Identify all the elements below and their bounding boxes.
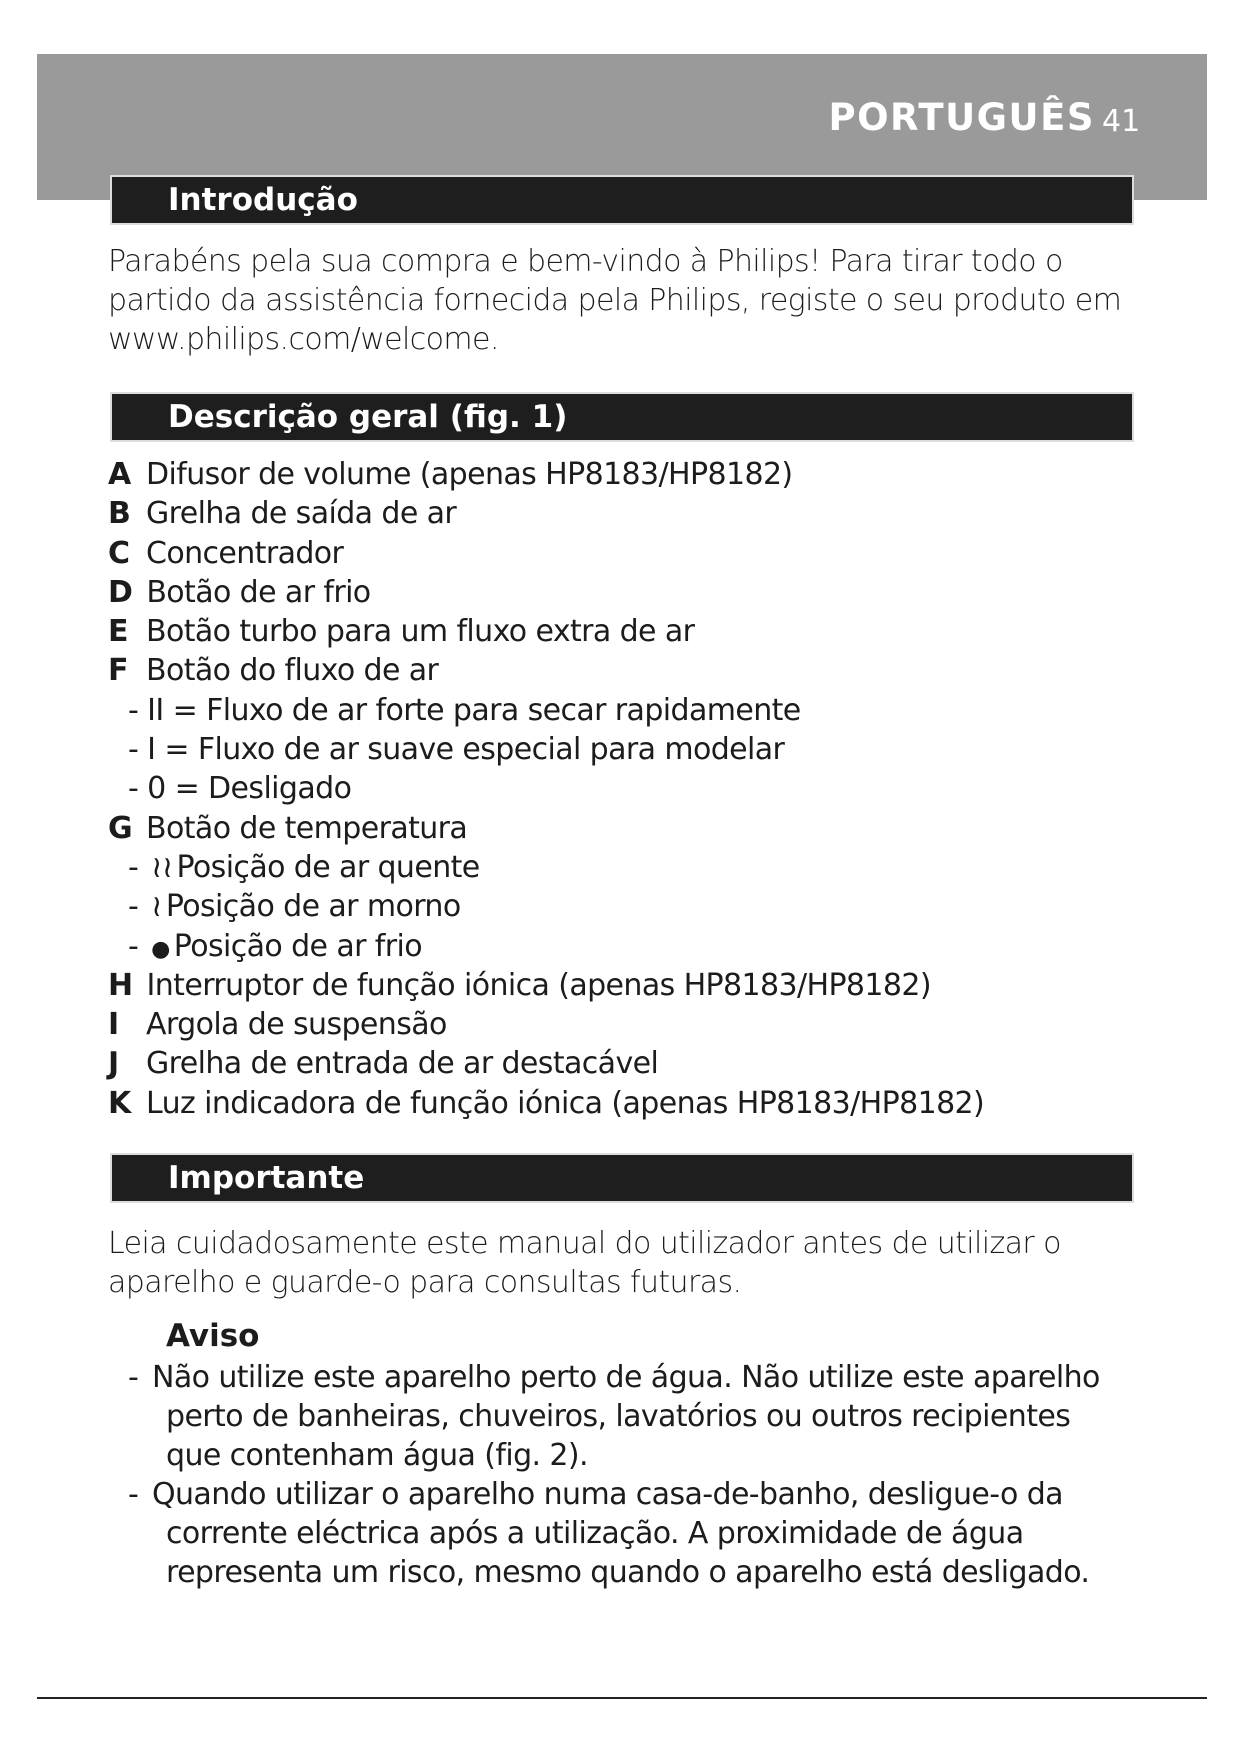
hot-air-icon: ≀≀ bbox=[151, 849, 173, 885]
item-letter: E bbox=[108, 614, 128, 650]
list-subitem: - ≀≀ Posição de ar quente bbox=[108, 848, 1138, 887]
item-letter: I bbox=[108, 1007, 119, 1043]
footer-divider bbox=[37, 1697, 1207, 1699]
list-item bbox=[108, 809, 1138, 848]
item-text: Difusor de volume (apenas HP8183/HP8182) bbox=[146, 457, 793, 492]
list-item bbox=[108, 1084, 1138, 1123]
item-letter: C bbox=[108, 535, 130, 571]
subitem-text: Posição de ar morno bbox=[165, 889, 461, 925]
item-letter: A bbox=[108, 457, 131, 492]
list-subitem: - 0 = Desligado bbox=[128, 771, 352, 807]
item-letter: B bbox=[108, 496, 131, 532]
page-number: 41 bbox=[1102, 104, 1141, 139]
list-item bbox=[108, 651, 1138, 690]
subitem-text: Posição de ar quente bbox=[176, 849, 480, 885]
list-subitem: - ● Posição de ar frio bbox=[108, 927, 1138, 966]
warning-item: - Quando utilizar o aparelho numa casa-de-banho, desligue-o da corrente eléctrica após a utilização. A proximidade de água representa um risco, mesmo quando o aparelho está desligado. bbox=[128, 1477, 1090, 1590]
item-text: Botão do fluxo de ar bbox=[146, 653, 439, 689]
item-text: Botão turbo para um fluxo extra de ar bbox=[146, 614, 695, 650]
warning-text: Não utilize este aparelho perto de água. Não utilize este aparelho perto de banheiras, chuveiros, lavatórios ou outros recipientes que contenham água (fig. 2). bbox=[152, 1360, 1100, 1473]
list-item bbox=[108, 1005, 1138, 1044]
list-item bbox=[108, 455, 1138, 494]
list-item bbox=[108, 573, 1138, 612]
item-text: Concentrador bbox=[146, 535, 344, 571]
warm-air-icon: ≀ bbox=[151, 889, 162, 925]
item-text: Botão de temperatura bbox=[146, 810, 468, 846]
list-item bbox=[108, 966, 1138, 1005]
parts-list bbox=[108, 455, 1138, 1123]
list-subitem: - ≀ Posição de ar morno bbox=[108, 887, 1138, 926]
cool-air-icon: ● bbox=[151, 936, 170, 962]
item-letter: G bbox=[108, 810, 133, 846]
warning-item: - Não utilize este aparelho perto de água. Não utilize este aparelho perto de banheiras, chuveiros, lavatórios ou outros recipientes que contenham água (fig. 2). bbox=[128, 1360, 1100, 1473]
item-text: Argola de suspensão bbox=[146, 1007, 447, 1043]
warning-list bbox=[128, 1358, 1128, 1592]
item-letter: J bbox=[108, 1046, 119, 1082]
item-text: Interruptor de função iónica (apenas HP8183/HP8182) bbox=[146, 967, 931, 1003]
warning-title: Aviso bbox=[166, 1318, 260, 1354]
warning-text: Quando utilizar o aparelho numa casa-de-banho, desligue-o da corrente eléctrica após a utilização. A proximidade de água representa um risco, mesmo quando o aparelho está desligado. bbox=[152, 1477, 1090, 1590]
section-heading-introducao: Introdução bbox=[110, 175, 1134, 225]
list-subitem: - II = Fluxo de ar forte para secar rapidamente bbox=[128, 692, 801, 728]
list-item bbox=[108, 494, 1138, 533]
list-item bbox=[108, 1044, 1138, 1083]
subitem-text: Posição de ar frio bbox=[173, 928, 422, 964]
item-letter: F bbox=[108, 653, 128, 689]
item-letter: K bbox=[108, 1085, 131, 1121]
language-title: PORTUGUÊS bbox=[828, 96, 1095, 139]
list-subitem: - I = Fluxo de ar suave especial para modelar bbox=[128, 732, 785, 768]
item-text: Grelha de saída de ar bbox=[146, 496, 457, 532]
list-item bbox=[108, 612, 1138, 651]
item-letter: H bbox=[108, 967, 133, 1003]
section-heading-descricao-geral: Descrição geral (fig. 1) bbox=[110, 392, 1134, 442]
item-text: Botão de ar frio bbox=[146, 574, 371, 610]
important-paragraph: Leia cuidadosamente este manual do utilizador antes de utilizar o aparelho e guarde-o para consultas futuras. bbox=[108, 1226, 1061, 1300]
section-heading-importante: Importante bbox=[110, 1153, 1134, 1203]
item-text: Grelha de entrada de ar destacável bbox=[146, 1046, 659, 1082]
item-text: Luz indicadora de função iónica (apenas HP8183/HP8182) bbox=[146, 1085, 985, 1121]
list-item bbox=[108, 534, 1138, 573]
intro-paragraph: Parabéns pela sua compra e bem-vindo à Philips! Para tirar todo o partido da assistência fornecida pela Philips, registe o seu produto em www.philips.com/welcome. bbox=[108, 244, 1122, 357]
item-letter: D bbox=[108, 574, 133, 610]
